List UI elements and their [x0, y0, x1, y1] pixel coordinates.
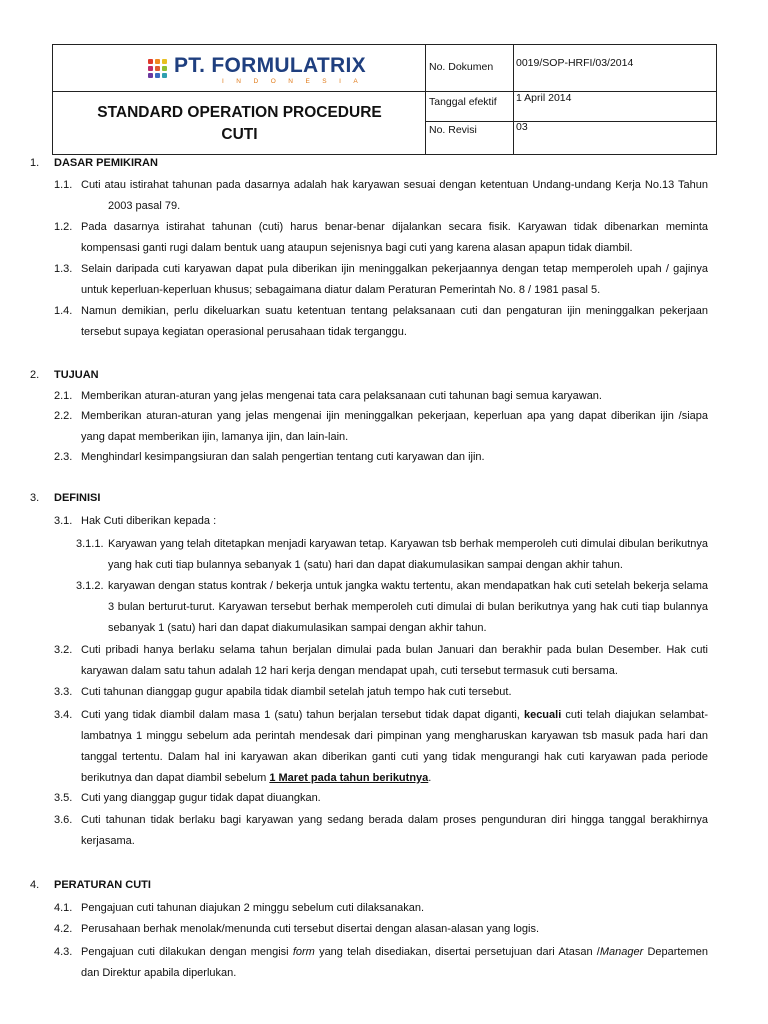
logo-subtext: INDONESIA [222, 78, 371, 85]
divider [53, 91, 425, 92]
logo-dots-icon [148, 59, 170, 81]
list-item: 3.2. Cuti pribadi hanya berlaku selama tahun berjalan dimulai pada bulan Januari dan berakhir pada bulan Desember. Hak cuti karyawan dalam satu tahun adalah 12 hari kerja dengan mendapat upah, cuti tersebut termasuk cuti bersama. [54, 644, 708, 677]
list-item: 1.1. Cuti atau istirahat tahunan pada dasarnya adalah hak karyawan sesuai dengan ketentuan Undang-undang Kerja No.13 Tahun 2003 pasal 79. [54, 179, 708, 212]
doc-number-label: No. Dokumen [429, 61, 494, 73]
company-logo [148, 51, 428, 91]
list-item: 3.5. Cuti yang dianggap gugur tidak dapat diuangkan. [54, 792, 321, 804]
divider [513, 45, 514, 154]
section-heading: 1. DASAR PEMIKIRAN [30, 157, 158, 169]
list-item: 3.4. Cuti yang tidak diambil dalam masa 1 (satu) tahun berjalan tersebut tidak dapat diganti, kecuali cuti telah diajukan selambat-lambatnya 1 minggu sebelum ada perintah mendesak dari pimpinan yang mengharuskan karyawan tsb masuk pada hari dan tanggal tertentu. Dalam hal ini karyawan akan diberikan ganti cuti yang tidak mengurangi hak cuti karyawan pada periode berikutnya dan dapat diambil sebelum 1 Maret pada tahun berikutnya. [54, 709, 708, 784]
list-item: 3.1.1. Karyawan yang telah ditetapkan menjadi karyawan tetap. Karyawan tsb berhak memperoleh cuti dimulai dibulan berikutnya yang hak cuti tiap bulannya sebanyak 1 (satu) hari dan dapat diakumulasikan sampai dengan akhir tahun. [76, 538, 708, 571]
revision-value: 03 [516, 121, 528, 133]
list-item: 2.2. Memberikan aturan-aturan yang jelas mengenai ijin meninggalkan pekerjaan, keperluan apa yang dapat diberikan ijin /siapa yang dapat memberikan ijin, lamanya ijin, dan lain-lain. [54, 410, 708, 443]
list-item: 1.4. Namun demikian, perlu dikeluarkan suatu ketentuan tentang pelaksanaan cuti dan pengaturan ijin meninggalkan pekerjaan tersebut supaya kegiatan operasional perusahaan tidak terganggu. [54, 305, 708, 338]
list-item: 3.1.2. karyawan dengan status kontrak / bekerja untuk jangka waktu tertentu, akan mendapatkan hak cuti setelah bekerja selama 3 bulan berturut-turut. Karyawan tersebut berhak memperoleh cuti dimulai di bulan berikutnya yang hak cuti tiap bulannya sebanyak 1 (satu) hari dan dapat diakumulasikan sampai dengan akhir tahun. [76, 580, 708, 634]
logo-text: PT. FORMULATRIX [174, 54, 366, 77]
list-item: 2.3. Menghindarl kesimpangsiuran dan salah pengertian tentang cuti karyawan dan ijin. [54, 451, 485, 463]
document-title-line1: STANDARD OPERATION PROCEDURE [97, 104, 382, 121]
list-item: 3.6. Cuti tahunan tidak berlaku bagi karyawan yang sedang berada dalam proses pengunduran diri hingga tanggal berakhirnya kerjasama. [54, 814, 708, 847]
list-item: 4.1. Pengajuan cuti tahunan diajukan 2 minggu sebelum cuti dilaksanakan. [54, 902, 425, 914]
revision-label: No. Revisi [429, 124, 477, 136]
document-header-table [52, 44, 717, 155]
list-item: 4.3. Pengajuan cuti dilakukan dengan mengisi form yang telah disediakan, disertai persetujuan dari Atasan /Manager Departemen dan Direktur apabila diperlukan. [54, 946, 709, 979]
list-item: 1.2. Pada dasarnya istirahat tahunan (cuti) harus benar-benar dijalankan secara fisik. Karyawan tidak dibenarkan meminta kompensasi ganti rugi dalam bentuk uang ataupun sejenisnya bagi cuti yang karena alasan apapun tidak diambil. [54, 221, 708, 254]
list-item: 2.1. Memberikan aturan-aturan yang jelas mengenai tata cara pelaksanaan cuti tahunan bagi semua karyawan. [54, 390, 602, 402]
list-item: 3.1. Hak Cuti diberikan kepada : [54, 515, 217, 527]
section-heading: 3. DEFINISI [30, 492, 101, 504]
document-title-line2: CUTI [221, 126, 258, 143]
effective-date-label: Tanggal efektif [429, 96, 497, 108]
list-item: 3.3. Cuti tahunan dianggap gugur apabila tidak diambil setelah jatuh tempo hak cuti tersebut. [54, 686, 512, 698]
doc-number-value: 0019/SOP-HRFI/03/2014 [516, 57, 634, 69]
effective-date-value: 1 April 2014 [516, 92, 572, 104]
list-item: 1.3. Selain daripada cuti karyawan dapat pula diberikan ijin meninggalkan pekerjaannya dengan tetap memperoleh upah / gajinya untuk keperluan-keperluan khusus; sebagaimana diatur dalam Peraturan Pemerintah No. 8 / 1981 pasal 5. [54, 263, 708, 296]
divider [425, 121, 717, 122]
list-item: 4.2. Perusahaan berhak menolak/menunda cuti tersebut disertai dengan alasan-alasan yang logis. [54, 923, 540, 935]
section-heading: 4. PERATURAN CUTI [30, 879, 151, 891]
section-heading: 2. TUJUAN [30, 369, 99, 381]
